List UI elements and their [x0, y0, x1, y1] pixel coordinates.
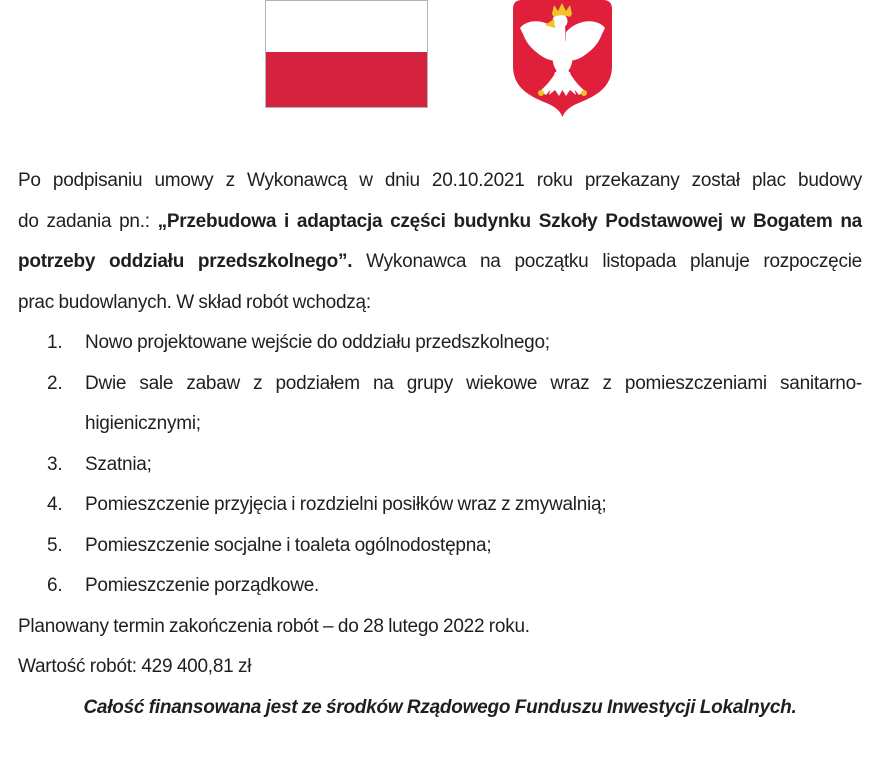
text-segment: Po podpisaniu umowy z Wykonawcą w dniu 20.10.2021 roku przekazany został plac budowy — [18, 170, 862, 191]
text-segment: Planowany termin zakończenia robót – do 28 lutego 2022 roku. — [18, 615, 530, 637]
text-line — [18, 242, 862, 283]
list-item — [18, 364, 862, 405]
text-segment: Szatnia; — [85, 453, 152, 475]
text-line — [18, 283, 862, 324]
text-segment: Nowo projektowane wejście do oddziału przedszkolnego; — [85, 332, 550, 353]
poland-flag — [265, 0, 428, 108]
list-number: 3. — [47, 453, 63, 475]
list-number: 1. — [47, 332, 63, 353]
text-segment: Wykonawca na początku listopada planuje rozpoczęcie — [352, 251, 863, 272]
text-segment: Pomieszczenie porządkowe. — [85, 575, 320, 596]
list-number: 4. — [47, 494, 63, 515]
eagle-right-talon — [581, 90, 587, 96]
eagle-body — [553, 40, 573, 74]
text-line — [18, 202, 862, 243]
list-number: 5. — [47, 534, 63, 556]
text-line — [18, 688, 862, 729]
text-segment: Pomieszczenie socjalne i toaleta ogólnodostępna; — [85, 534, 492, 556]
list-item — [18, 445, 862, 486]
eagle-left-talon — [538, 90, 544, 96]
list-number: 6. — [47, 575, 63, 596]
text-segment: Pomieszczenie przyjęcia i rozdzielni posiłków wraz z zmywalnią; — [85, 494, 607, 515]
list-item — [18, 526, 862, 567]
list-item — [18, 323, 862, 364]
text-segment: Wartość robót: 429 400,81 zł — [18, 656, 252, 677]
poland-coat-of-arms-icon — [513, 0, 612, 118]
list-item — [18, 485, 862, 526]
document-body — [18, 161, 862, 728]
flag-white-stripe — [266, 1, 427, 52]
text-segment: prac budowlanych. W skład robót wchodzą: — [18, 291, 371, 313]
text-segment: do zadania pn.: — [18, 210, 158, 232]
text-segment: Całość finansowana jest ze środków Rządowego Funduszu Inwestycji Lokalnych. — [83, 696, 797, 718]
text-line — [18, 607, 862, 648]
list-item — [18, 566, 862, 607]
text-segment: potrzeby oddziału przedszkolnego”. — [18, 251, 353, 272]
text-segment: higienicznymi; — [85, 413, 201, 434]
flag-red-stripe — [266, 52, 427, 107]
list-number: 2. — [47, 372, 63, 394]
text-line — [18, 404, 862, 445]
text-segment: „Przebudowa i adaptacja części budynku Szkoły Podstawowej w Bogatem na — [157, 210, 862, 232]
text-segment: Dwie sale zabaw z podziałem na grupy wiekowe wraz z pomieszczeniami sanitarno- — [85, 372, 862, 394]
text-line — [18, 161, 862, 202]
text-line — [18, 647, 862, 688]
